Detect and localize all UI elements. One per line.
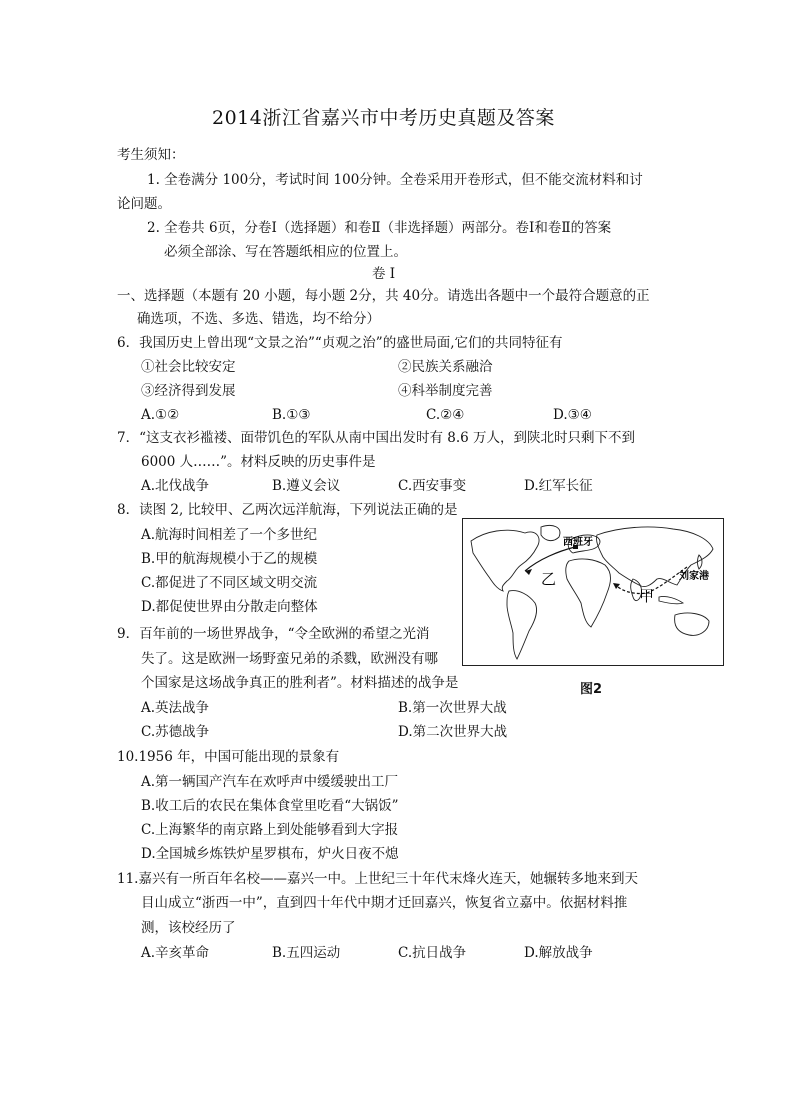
- question-9-stem: 9．百年前的一场世界战争，“令全欧洲的希望之光消: [117, 626, 430, 642]
- question-11-option-d: D.解放战争: [524, 945, 593, 961]
- question-6-option-a: A.①②: [141, 407, 180, 423]
- question-6-option-c: C.②④: [426, 407, 465, 423]
- question-9-option-b: B.第一次世界大战: [398, 700, 507, 716]
- question-10-option-b: B.收工后的农民在集体食堂里吃看“大锅饭”: [141, 798, 399, 814]
- question-9-option-a: A.英法战争: [141, 700, 210, 716]
- question-8-option-d: D.都促使世界由分散走向整体: [141, 599, 318, 615]
- figure-caption: 图2: [580, 682, 603, 697]
- section-heading-cont: 确选项，不选、多选、错选，均不给分）: [137, 311, 380, 327]
- question-8-option-a: A.航海时间相差了一个多世纪: [141, 527, 318, 543]
- question-7-option-c: C.西安事变: [398, 478, 467, 494]
- question-10-stem: 10.1956 年，中国可能出现的景象有: [117, 749, 340, 765]
- australia-outline: [675, 613, 709, 635]
- question-10-option-d: D.全国城乡炼铁炉星罗棋布，炉火日夜不熄: [141, 846, 399, 862]
- south-america-outline: [507, 591, 537, 659]
- question-9-option-d: D.第二次世界大战: [398, 724, 508, 740]
- question-7-stem-cont: 6000 人……”。材料反映的历史事件是: [141, 454, 376, 470]
- page-title: 2014浙江省嘉兴市中考历史真题及答案: [212, 107, 555, 129]
- question-6-statement-2: ②民族关系融洽: [398, 359, 493, 375]
- japan-outline: [698, 555, 703, 569]
- route-yi-line: [525, 547, 575, 571]
- greenland-outline: [541, 525, 560, 540]
- question-11-stem-cont-2: 测，该校经历了: [141, 920, 236, 936]
- notice-item-2: 2. 全卷共 6页，分卷Ⅰ（选择题）和卷Ⅱ（非选择题）两部分。卷Ⅰ和卷Ⅱ的答案: [147, 220, 612, 236]
- indonesia-outline: [659, 596, 683, 603]
- question-10-option-a: A.第一辆国产汽车在欢呼声中缓缓驶出工厂: [141, 774, 399, 790]
- question-11-stem: 11.嘉兴有一所百年名校——嘉兴一中。上世纪三十年代末烽火连天，她辗转多地来到天: [117, 871, 638, 887]
- question-6-stem: 6．我国历史上曾出现“文景之治”“贞观之治”的盛世局面,它们的共同特征有: [117, 335, 563, 351]
- label-yi: 乙: [541, 570, 557, 588]
- question-6-statement-3: ③经济得到发展: [141, 383, 236, 399]
- question-9-stem-cont-1: 失了。这是欧洲一场野蛮兄弟的杀戮，欧洲没有哪: [141, 651, 438, 667]
- question-6-statement-1: ①社会比较安定: [141, 359, 236, 375]
- question-6-option-d: D.③④: [553, 407, 592, 423]
- question-7-option-d: D.红军长征: [524, 478, 593, 494]
- question-6-option-b: B.①③: [272, 407, 311, 423]
- question-7-stem: 7．“这支衣衫褴褛、面带饥色的军队从南中国出发时有 8.6 万人，到陕北时只剩下不到: [117, 430, 636, 446]
- question-8-option-b: B.甲的航海规模小于乙的规模: [141, 551, 318, 567]
- world-map-svg: [463, 519, 723, 665]
- question-8-stem: 8．读图 2, 比较甲、乙两次远洋航海，下列说法正确的是: [117, 502, 458, 518]
- question-11-option-b: B.五四运动: [272, 945, 341, 961]
- question-8-option-c: C.都促进了不同区域文明交流: [141, 575, 318, 591]
- question-11-stem-cont-1: 目山成立“浙西一中”，直到四十年代中期才迁回嘉兴，恢复省立嘉中。依据材料推: [141, 895, 628, 911]
- question-6-statement-4: ④科举制度完善: [398, 383, 493, 399]
- section-heading: 一、选择题（本题有 20 小题，每小题 2分，共 40分。请选出各题中一个最符合题意的正: [117, 288, 650, 304]
- question-9-stem-cont-2: 个国家是这场战争真正的胜利者”。材料描述的战争是: [141, 675, 459, 691]
- notice-item-1: 1. 全卷满分 100分，考试时间 100分钟。全卷采用开卷形式，但不能交流材料和讨: [147, 172, 643, 188]
- question-9-option-c: C.苏德战争: [141, 724, 210, 740]
- notice-item-2-cont: 必须全部涂、写在答题纸相应的位置上。: [164, 244, 407, 260]
- volume-heading: 卷 Ⅰ: [372, 266, 396, 282]
- notice-item-1-cont: 论问题。: [117, 196, 171, 212]
- question-11-option-c: C.抗日战争: [398, 945, 467, 961]
- notice-heading: 考生须知：: [117, 147, 185, 163]
- label-jia: 甲: [639, 587, 655, 605]
- question-7-option-b: B.遵义会议: [272, 478, 341, 494]
- label-liujiagang: 刘家港: [679, 571, 709, 582]
- label-spain: 西班牙: [563, 537, 593, 548]
- question-10-option-c: C.上海繁华的南京路上到处能够看到大字报: [141, 822, 399, 838]
- question-11-option-a: A.辛亥革命: [141, 945, 210, 961]
- world-map-figure: [462, 518, 724, 666]
- question-7-option-a: A.北伐战争: [141, 478, 210, 494]
- north-america-outline: [471, 530, 539, 591]
- africa-outline: [566, 559, 611, 627]
